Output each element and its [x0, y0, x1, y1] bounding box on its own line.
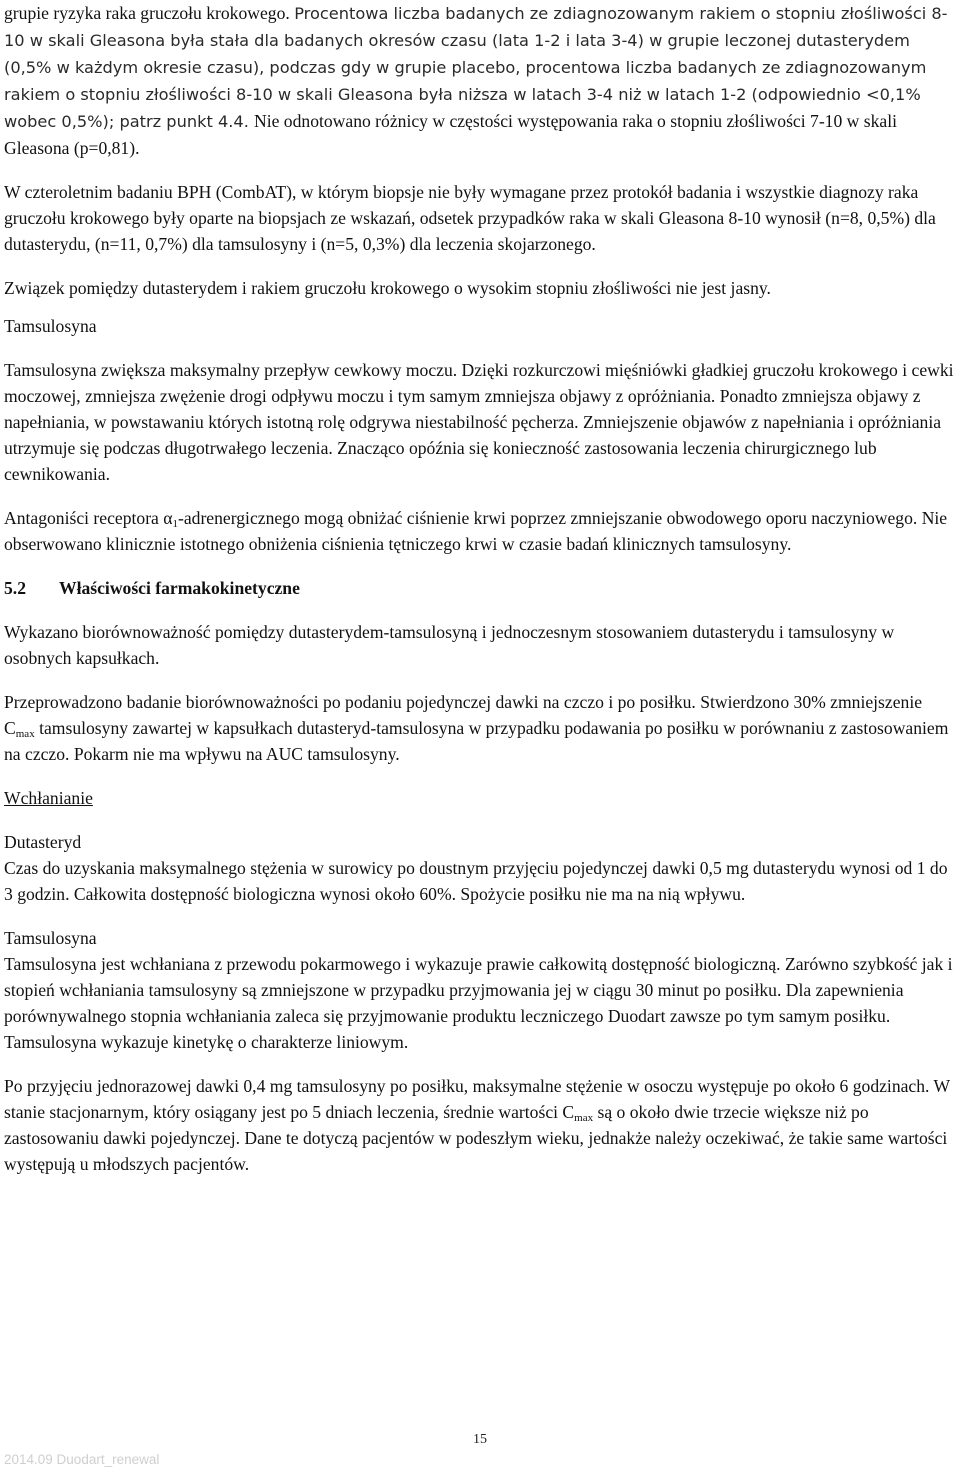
paragraph-relationship: Związek pomiędzy dutasterydem i rakiem gruczołu krokowego o wysokim stopniu złośliwości nie jest jasny.: [4, 278, 771, 298]
page-number: 15: [473, 1432, 487, 1447]
footer-document-code: 2014.09 Duodart_renewal: [4, 1452, 160, 1467]
text-part: Przeprowadzono badanie biorównoważności po podaniu pojedynczej dawki na czczo i po posiłku. Stwierdzono 30% zmniejszenie C: [4, 692, 923, 738]
paragraph-text: Tamsulosyna zwiększa maksymalny przepływ cewkowy moczu. Dzięki rozkurczowi mięśniówki gładkiej gruczołu krokowego i cewki moczowej, zmniejsza zwężenie drogi odpływu moczu i tym samym zmniejsza objawy z opróżniania. Ponadto zmniejsza objawy z napełniania, w powstawaniu których istotną rolę odgrywa niestabilność pęcherza. Zmniejszenie objawów z napełniania i opróżniania utrzymuje się podczas długotrwałego leczenia. Znacząco opóźnia się konieczność zastosowania leczenia chirurgicznego lub cewnikowania.: [4, 360, 954, 484]
paragraph-tamsulosyna-absorption: Tamsulosyna jest wchłaniana z przewodu pokarmowego i wykazuje prawie całkowitą dostępność biologiczną. Zarówno szybkość jak i stopień wchłaniania tamsulosyny są zmniejszone w przypadku przyjmowania jej w ciągu 30 minut po posiłku. Dla zapewnienia porównywalnego stopnia wchłaniania zaleca się przyjmowanie produktu leczniczego Duodart zawsze po tym samym posiłku. Tamsulosyna wykazuje kinetykę o charakterze liniowym.: [4, 954, 953, 1052]
paragraph-bioequivalence: Wykazano biorównoważność pomiędzy dutasterydem-tamsulosyną i jednoczesnym stosowaniem dutasterydu i tamsulosyny w osobnych kapsułkach.: [4, 622, 895, 668]
subscript: max: [574, 1112, 594, 1124]
text-part: tamsulosyny zawartej w kapsułkach dutasteryd-tamsulosyna w przypadku podawania po posiłku w porównaniu z zastosowaniem na czczo. Pokarm nie ma wpływu na AUC tamsulosyny.: [4, 718, 949, 764]
paragraph-food-effect: [4, 689, 956, 767]
text-part: są o około dwie trzecie większe niż po zastosowaniu dawki pojedynczej. Dane te dotyczą pacjentów w podeszłym wieku, jednakże należy oczekiwać, że takie same wartości występują u młodszych pacjentów.: [4, 1102, 948, 1174]
paragraph-alpha-antagonists: [4, 505, 956, 557]
paragraph-combat-study: W czteroletnim badaniu BPH (CombAT), w którym biopsje nie były wymagane przez protokół badania i wszystkie diagnozy raka gruczołu krokowego były oparte na biopsjach ze wskazań, odsetek przypadków raka w skali Gleasona 8-10 wynosił (n=8, 0,5%) dla dutasterydu, (n=11, 0,7%) dla tamsulosyny i (n=5, 0,3%) dla leczenia skojarzonego.: [4, 182, 936, 254]
document-page: [4, 0, 956, 1177]
section-number: 5.2: [4, 578, 26, 598]
subscript: 1: [172, 518, 178, 530]
paragraph-lead-text: grupie ryzyka raka gruczołu krokowego.: [4, 3, 295, 23]
subheading-tamsulosyna: Tamsulosyna: [4, 316, 97, 336]
paragraph-steady-state: [4, 1073, 956, 1177]
paragraph-tail-text: Nie odnotowano różnicy w częstości występowania raka o stopniu złośliwości 7-10 w skali Gleasona (p=0,81).: [4, 111, 898, 158]
subheading-absorption: Wchłanianie: [4, 788, 93, 808]
section-heading: [4, 575, 956, 601]
subheading-tamsulosyna-2: Tamsulosyna: [4, 928, 97, 948]
text-part: -adrenergicznego mogą obniżać ciśnienie krwi poprzez zmniejszanie obwodowego oporu naczyniowego. Nie obserwowano klinicznie istotnego obniżenia ciśnienia tętniczego krwi w czasie badań klinicznych tamsulosyny.: [4, 508, 948, 554]
paragraph-gleason-incidence: [4, 0, 956, 161]
paragraph-dutasteryd-absorption: Czas do uzyskania maksymalnego stężenia w surowicy po doustnym przyjęciu pojedynczej dawki 0,5 mg dutasterydu wynosi od 1 do 3 godzin. Całkowita dostępność biologiczna wynosi około 60%. Spożycie posiłku nie ma na nią wpływu.: [4, 858, 948, 904]
paragraph-tamsulosyna-effects: [4, 357, 956, 487]
text-part: Antagoniści receptora α: [4, 508, 173, 528]
paragraph-sans-text: Procentowa liczba badanych ze zdiagnozowanym rakiem o stopniu złośliwości 8-10 w skali Gleasona była stała dla badanych okresów czasu (lata 1-2 i lata 3-4) w grupie leczonej dutasterydem (0,5% w każdym okresie czasu), podczas gdy w grupie placebo, procentowa liczba badanych ze zdiagnozowanym rakiem o stopniu złośliwości 8-10 w skali Gleasona była niższa w latach 3-4 niż w latach 1-2 (odpowiednio <0,1% wobec 0,5%); patrz punkt 4.4.: [4, 4, 948, 131]
subheading-dutasteryd: Dutasteryd: [4, 832, 82, 852]
subscript: max: [15, 728, 35, 740]
section-title: Właściwości farmakokinetyczne: [59, 578, 300, 598]
text-part: Po przyjęciu jednorazowej dawki 0,4 mg tamsulosyny po posiłku, maksymalne stężenie w osoczu występuje po około 6 godzinach. W stanie stacjonarnym, który osiągany jest po 5 dniach leczenia, średnie wartości C: [4, 1076, 950, 1122]
